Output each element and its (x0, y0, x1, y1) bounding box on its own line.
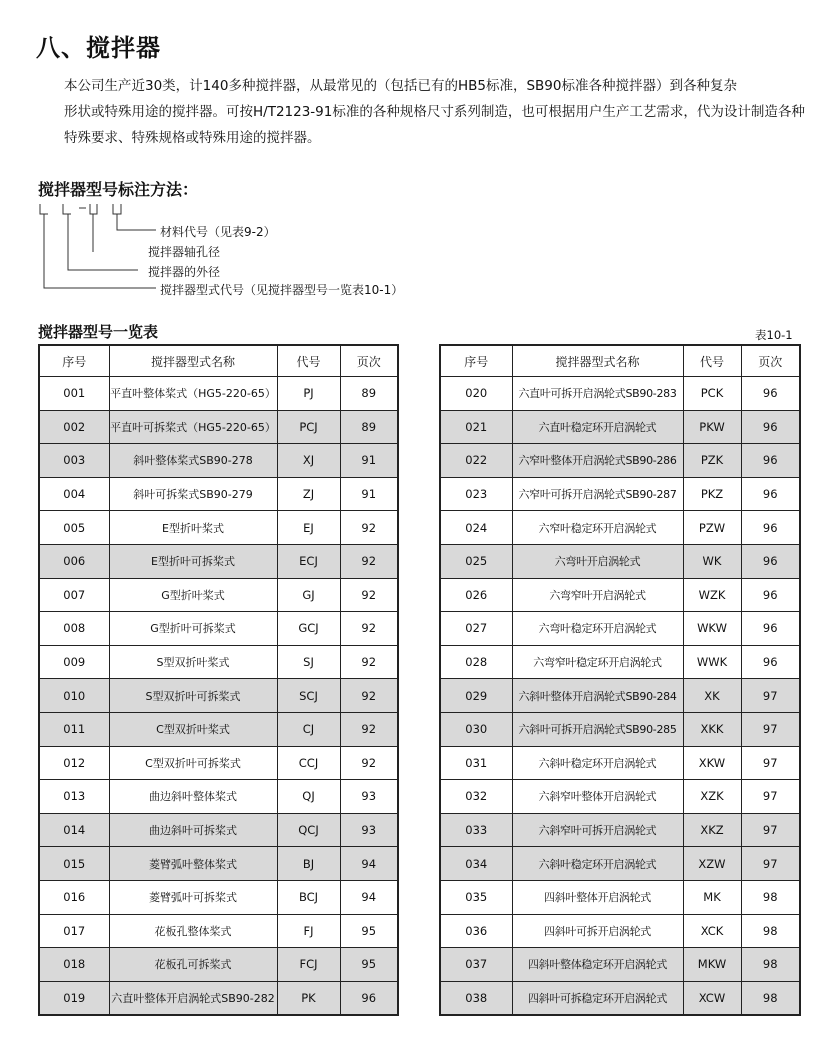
table-row (440, 612, 800, 646)
intro-paragraph (64, 73, 809, 151)
cell-code: SJ (277, 645, 340, 679)
cell-code: XKK (683, 712, 741, 746)
cell-code: XZW (683, 847, 741, 881)
cell-page: 96 (741, 612, 800, 646)
cell-name: 平直叶整体桨式（HG5-220-65） (109, 377, 277, 411)
cell-page: 91 (340, 477, 398, 511)
cell-page: 98 (741, 914, 800, 948)
cell-no: 022 (440, 444, 512, 478)
cell-code: PK (277, 981, 340, 1015)
table-row (39, 645, 398, 679)
cell-code: PZW (683, 511, 741, 545)
cell-code: MKW (683, 948, 741, 982)
cell-name: 菱臂弧叶可拆桨式 (109, 880, 277, 914)
cell-name: 花板孔可拆桨式 (109, 948, 277, 982)
cell-code: MK (683, 880, 741, 914)
table-row (39, 477, 398, 511)
cell-page: 95 (340, 948, 398, 982)
cell-code: WZK (683, 578, 741, 612)
cell-name: 六弯叶稳定环开启涡轮式 (512, 612, 683, 646)
cell-no: 003 (39, 444, 109, 478)
cell-code: EJ (277, 511, 340, 545)
cell-code: ECJ (277, 544, 340, 578)
cell-page: 96 (741, 578, 800, 612)
cell-code: PZK (683, 444, 741, 478)
cell-name: C型双折叶桨式 (109, 712, 277, 746)
cell-page: 96 (741, 477, 800, 511)
cell-no: 001 (39, 377, 109, 411)
table-row (440, 410, 800, 444)
header-page: 页次 (741, 345, 800, 377)
cell-name: 六弯叶开启涡轮式 (512, 544, 683, 578)
cell-no: 028 (440, 645, 512, 679)
cell-code: FJ (277, 914, 340, 948)
cell-code: GJ (277, 578, 340, 612)
cell-name: 六斜叶整体开启涡轮式SB90-284 (512, 679, 683, 713)
table-row (440, 578, 800, 612)
cell-name: 四斜叶整体开启涡轮式 (512, 880, 683, 914)
page-title: 八、搅拌器 (36, 34, 161, 62)
cell-name: E型折叶桨式 (109, 511, 277, 545)
cell-no: 019 (39, 981, 109, 1015)
intro-first-line: 本公司生产近30类，计140多种搅拌器，从最常见的（包括已有的HB5标准，SB90标准各种搅拌器）到各种复杂 (64, 78, 737, 94)
cell-page: 92 (340, 511, 398, 545)
cell-no: 026 (440, 578, 512, 612)
table-row (39, 948, 398, 982)
cell-code: CJ (277, 712, 340, 746)
bracket-3 (90, 204, 97, 214)
cell-name: 花板孔整体桨式 (109, 914, 277, 948)
table-row (440, 948, 800, 982)
table-row (39, 981, 398, 1015)
cell-no: 030 (440, 712, 512, 746)
table-row (39, 746, 398, 780)
table-row (39, 544, 398, 578)
table-row (39, 914, 398, 948)
bracket-1 (40, 204, 48, 214)
cell-no: 023 (440, 477, 512, 511)
cell-code: XK (683, 679, 741, 713)
cell-name: 六窄叶整体开启涡轮式SB90-286 (512, 444, 683, 478)
table-row (440, 377, 800, 411)
table-row (39, 377, 398, 411)
cell-page: 92 (340, 679, 398, 713)
cell-code: PKZ (683, 477, 741, 511)
cell-page: 92 (340, 544, 398, 578)
model-table-right (439, 344, 801, 1016)
legend-material-code: 材料代号（见表9-2） (160, 225, 276, 239)
header-no: 序号 (39, 345, 109, 377)
cell-page: 96 (741, 645, 800, 679)
cell-no: 021 (440, 410, 512, 444)
cell-name: 六斜叶稳定环开启涡轮式 (512, 746, 683, 780)
leader-4 (44, 214, 156, 288)
cell-name: 六直叶稳定环开启涡轮式 (512, 410, 683, 444)
cell-name: 六斜窄叶整体开启涡轮式 (512, 780, 683, 814)
cell-no: 020 (440, 377, 512, 411)
cell-code: QCJ (277, 813, 340, 847)
cell-name: E型折叶可拆桨式 (109, 544, 277, 578)
cell-name: 六斜窄叶可拆开启涡轮式 (512, 813, 683, 847)
cell-code: WWK (683, 645, 741, 679)
cell-name: 曲边斜叶可拆桨式 (109, 813, 277, 847)
cell-name: 菱臂弧叶整体桨式 (109, 847, 277, 881)
cell-code: PKW (683, 410, 741, 444)
cell-page: 95 (340, 914, 398, 948)
legend-outer-diameter: 搅拌器的外径 (148, 265, 221, 279)
cell-no: 031 (440, 746, 512, 780)
table-row (440, 712, 800, 746)
table-code: 表10-1 (755, 328, 793, 342)
cell-code: PJ (277, 377, 340, 411)
cell-no: 013 (39, 780, 109, 814)
header-name: 搅拌器型式名称 (109, 345, 277, 377)
model-table-left (38, 344, 399, 1016)
cell-code: XKZ (683, 813, 741, 847)
cell-no: 025 (440, 544, 512, 578)
cell-code: WK (683, 544, 741, 578)
cell-name: 六直叶整体开启涡轮式SB90-282 (109, 981, 277, 1015)
table-row (39, 410, 398, 444)
cell-page: 92 (340, 578, 398, 612)
table-row (440, 914, 800, 948)
cell-code: GCJ (277, 612, 340, 646)
cell-no: 006 (39, 544, 109, 578)
cell-page: 96 (741, 544, 800, 578)
table-row (39, 880, 398, 914)
header-name: 搅拌器型式名称 (512, 345, 683, 377)
leader-3 (68, 214, 138, 270)
cell-no: 032 (440, 780, 512, 814)
cell-code: QJ (277, 780, 340, 814)
table-row (39, 679, 398, 713)
cell-page: 94 (340, 847, 398, 881)
cell-no: 018 (39, 948, 109, 982)
table-row (39, 847, 398, 881)
table-row (440, 544, 800, 578)
cell-page: 91 (340, 444, 398, 478)
cell-name: 六弯窄叶开启涡轮式 (512, 578, 683, 612)
cell-code: FCJ (277, 948, 340, 982)
legend-type-code: 搅拌器型式代号（见搅拌器型号一览表10-1） (160, 283, 404, 297)
cell-no: 034 (440, 847, 512, 881)
cell-name: S型双折叶桨式 (109, 645, 277, 679)
cell-code: PCK (683, 377, 741, 411)
cell-page: 97 (741, 746, 800, 780)
cell-page: 92 (340, 645, 398, 679)
cell-code: BCJ (277, 880, 340, 914)
cell-name: 六窄叶可拆开启涡轮式SB90-287 (512, 477, 683, 511)
cell-no: 027 (440, 612, 512, 646)
table-row (39, 813, 398, 847)
table-row (440, 981, 800, 1015)
cell-code: XJ (277, 444, 340, 478)
table-row (440, 847, 800, 881)
cell-no: 015 (39, 847, 109, 881)
cell-code: PCJ (277, 410, 340, 444)
table-row (39, 612, 398, 646)
cell-name: S型双折叶可拆桨式 (109, 679, 277, 713)
table-row (440, 444, 800, 478)
cell-page: 96 (741, 511, 800, 545)
cell-code: BJ (277, 847, 340, 881)
cell-page: 93 (340, 813, 398, 847)
cell-no: 005 (39, 511, 109, 545)
cell-code: XKW (683, 746, 741, 780)
cell-no: 004 (39, 477, 109, 511)
cell-no: 008 (39, 612, 109, 646)
table-row (440, 813, 800, 847)
cell-page: 92 (340, 746, 398, 780)
table-header-row (440, 345, 800, 377)
cell-code: SCJ (277, 679, 340, 713)
cell-code: ZJ (277, 477, 340, 511)
cell-no: 017 (39, 914, 109, 948)
cell-name: G型折叶桨式 (109, 578, 277, 612)
table-heading: 搅拌器型号一览表 (38, 323, 159, 341)
cell-name: 六弯窄叶稳定环开启涡轮式 (512, 645, 683, 679)
cell-page: 94 (340, 880, 398, 914)
cell-page: 97 (741, 780, 800, 814)
cell-page: 89 (340, 377, 398, 411)
cell-name: 六窄叶稳定环开启涡轮式 (512, 511, 683, 545)
cell-name: 四斜叶可拆开启涡轮式 (512, 914, 683, 948)
cell-name: 六斜叶可拆开启涡轮式SB90-285 (512, 712, 683, 746)
table-row (39, 444, 398, 478)
cell-code: WKW (683, 612, 741, 646)
cell-page: 97 (741, 847, 800, 881)
cell-page: 92 (340, 712, 398, 746)
table-row (39, 712, 398, 746)
cell-name: C型双折叶可拆桨式 (109, 746, 277, 780)
cell-page: 96 (741, 410, 800, 444)
cell-page: 89 (340, 410, 398, 444)
cell-no: 007 (39, 578, 109, 612)
cell-name: 四斜叶整体稳定环开启涡轮式 (512, 948, 683, 982)
table-row (440, 645, 800, 679)
table-row (39, 511, 398, 545)
cell-page: 97 (741, 679, 800, 713)
cell-no: 036 (440, 914, 512, 948)
cell-page: 96 (741, 444, 800, 478)
table-row (440, 477, 800, 511)
cell-no: 014 (39, 813, 109, 847)
cell-page: 93 (340, 780, 398, 814)
cell-no: 024 (440, 511, 512, 545)
cell-code: XZK (683, 780, 741, 814)
bracket-4 (113, 204, 121, 214)
cell-page: 96 (340, 981, 398, 1015)
cell-name: 四斜叶可拆稳定环开启涡轮式 (512, 981, 683, 1015)
cell-no: 033 (440, 813, 512, 847)
cell-code: XCK (683, 914, 741, 948)
table-row (39, 578, 398, 612)
cell-page: 98 (741, 981, 800, 1015)
cell-page: 96 (741, 377, 800, 411)
header-code: 代号 (277, 345, 340, 377)
table-row (440, 880, 800, 914)
cell-no: 029 (440, 679, 512, 713)
table-row (39, 780, 398, 814)
cell-name: 曲边斜叶整体桨式 (109, 780, 277, 814)
cell-no: 035 (440, 880, 512, 914)
header-page: 页次 (340, 345, 398, 377)
cell-no: 002 (39, 410, 109, 444)
cell-page: 98 (741, 948, 800, 982)
cell-name: 斜叶整体桨式SB90-278 (109, 444, 277, 478)
cell-page: 97 (741, 712, 800, 746)
leader-1 (117, 214, 156, 230)
notation-heading: 搅拌器型号标注方法： (38, 180, 199, 199)
bracket-2 (63, 204, 71, 214)
cell-page: 98 (741, 880, 800, 914)
cell-name: 六斜叶稳定环开启涡轮式 (512, 847, 683, 881)
notation-diagram (38, 200, 438, 300)
header-code: 代号 (683, 345, 741, 377)
intro-rest: 形状或特殊用途的搅拌器。可按H/T2123-91标准的各种规格尺寸系列制造，也可根据用户生产工艺需求，代为设计制造各种特殊要求、特殊规格或特殊用途的搅拌器。 (64, 104, 805, 146)
header-no: 序号 (440, 345, 512, 377)
table-row (440, 679, 800, 713)
table-row (440, 746, 800, 780)
cell-no: 016 (39, 880, 109, 914)
table-row (440, 780, 800, 814)
cell-no: 010 (39, 679, 109, 713)
cell-name: 六直叶可拆开启涡轮式SB90-283 (512, 377, 683, 411)
cell-code: CCJ (277, 746, 340, 780)
legend-bore-diameter: 搅拌器轴孔径 (148, 245, 221, 259)
cell-no: 038 (440, 981, 512, 1015)
cell-name: G型折叶可拆桨式 (109, 612, 277, 646)
cell-name: 斜叶可拆桨式SB90-279 (109, 477, 277, 511)
cell-no: 012 (39, 746, 109, 780)
cell-page: 92 (340, 612, 398, 646)
cell-no: 011 (39, 712, 109, 746)
cell-name: 平直叶可拆桨式（HG5-220-65） (109, 410, 277, 444)
table-row (440, 511, 800, 545)
cell-page: 97 (741, 813, 800, 847)
cell-no: 009 (39, 645, 109, 679)
cell-code: XCW (683, 981, 741, 1015)
table-header-row (39, 345, 398, 377)
cell-no: 037 (440, 948, 512, 982)
